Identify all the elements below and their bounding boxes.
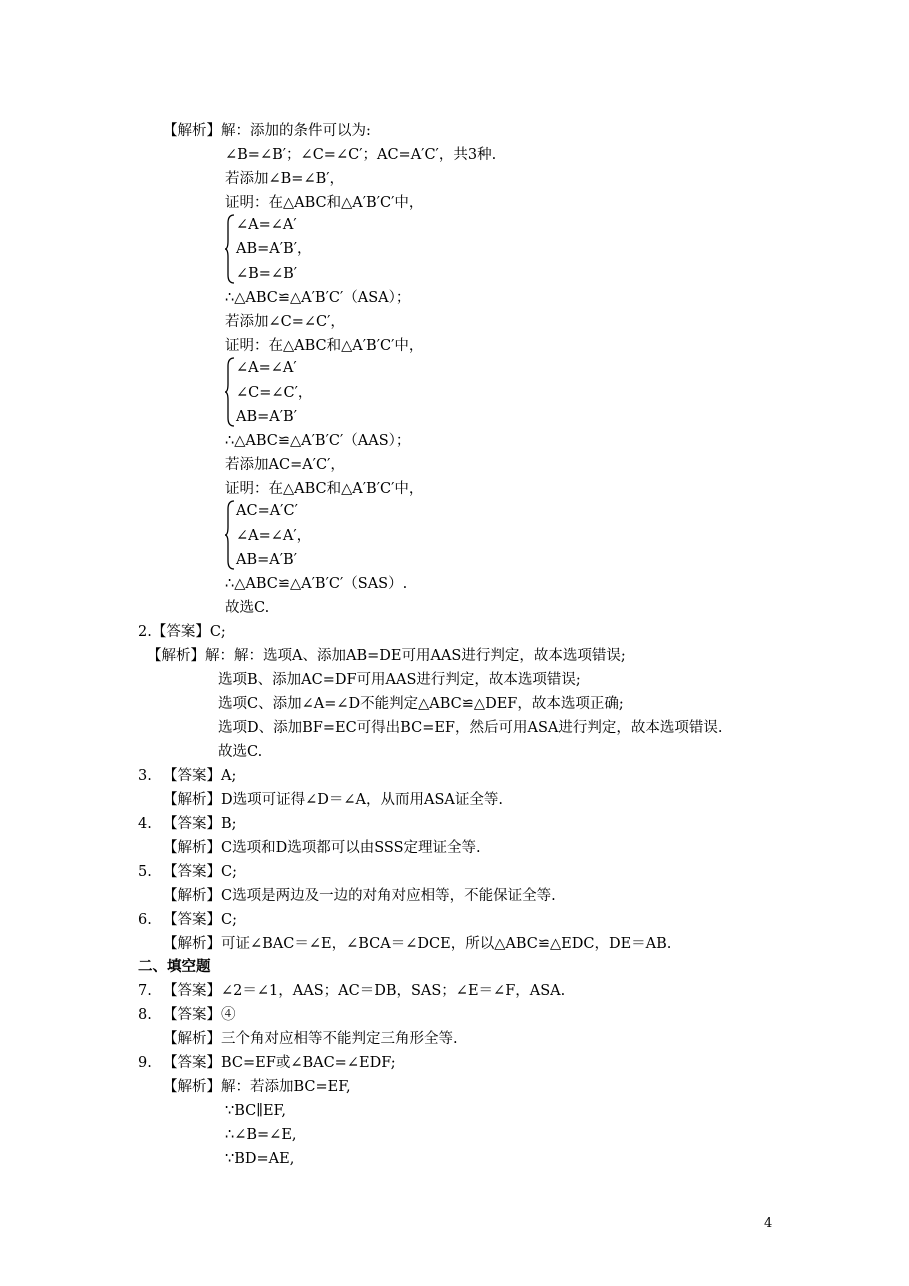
- analysis-2-head: 【解析】解：解：选项A、添加AB=DE可用AAS进行判定，故本选项错误;: [147, 648, 626, 664]
- question-number: 6.: [138, 912, 152, 928]
- analysis-9-line: ∴∠B=∠E,: [225, 1127, 297, 1143]
- question-number: 4.: [138, 816, 152, 832]
- analysis-3: 【解析】D选项可证得∠D＝∠A，从而用ASA证全等.: [163, 792, 504, 808]
- analysis-1-line: 证明：在△ABC和△A′B′C′中，: [225, 338, 424, 354]
- left-brace: [224, 500, 236, 570]
- analysis-1-line: 若添加∠C=∠C′，: [225, 314, 345, 330]
- condition-line: ∠A=∠A′: [236, 360, 297, 376]
- answer-9: 【答案】BC=EF或∠BAC=∠EDF;: [163, 1055, 396, 1071]
- answer-2: 2.【答案】C;: [138, 624, 226, 640]
- analysis-4: 【解析】C选项和D选项都可以由SSS定理证全等.: [163, 840, 481, 856]
- condition-line: ∠B=∠B′: [236, 266, 298, 282]
- analysis-2-line: 选项B、添加AC=DF可用AAS进行判定，故本选项错误;: [218, 672, 581, 688]
- condition-line: ∠A=∠A′，: [236, 528, 312, 544]
- condition-line: AB=A′B′，: [236, 241, 312, 257]
- analysis-1-line: 证明：在△ABC和△A′B′C′中，: [225, 195, 424, 211]
- left-brace: [224, 357, 236, 427]
- analysis-9-head: 【解析】解：若添加BC=EF,: [163, 1079, 351, 1095]
- answer-4: 【答案】B;: [163, 816, 237, 832]
- left-brace: [224, 214, 236, 284]
- analysis-1-line: 若添加∠B=∠B′，: [225, 171, 345, 187]
- condition-line: AB=A′B′: [236, 552, 297, 568]
- question-number: 8.: [138, 1007, 152, 1023]
- condition-line: ∠A=∠A′: [236, 217, 297, 233]
- answer-3: 【答案】A;: [163, 768, 237, 784]
- analysis-9-line: ∵BD=AE,: [225, 1151, 295, 1167]
- analysis-1-line: 若添加AC=A′C′，: [225, 457, 345, 473]
- analysis-6: 【解析】可证∠BAC＝∠E，∠BCA＝∠DCE，所以△ABC≌△EDC，DE＝AB.: [163, 936, 672, 952]
- analysis-1-line: ∴△ABC≌△A′B′C′（SAS）.: [225, 576, 408, 592]
- analysis-1-line: 故选C.: [225, 600, 270, 616]
- section-heading: 二、填空题: [138, 958, 211, 975]
- analysis-1-line: ∴△ABC≌△A′B′C′（ASA）；: [225, 290, 411, 306]
- analysis-2-line: 选项D、添加BF=EC可得出BC=EF，然后可用ASA进行判定，故本选项错误.: [218, 720, 723, 736]
- answer-8: 【答案】④: [163, 1007, 236, 1023]
- answer-5: 【答案】C;: [163, 864, 237, 880]
- question-number: 5.: [138, 864, 152, 880]
- answer-6: 【答案】C;: [163, 912, 237, 928]
- analysis-8: 【解析】三个角对应相等不能判定三角形全等.: [163, 1031, 458, 1047]
- analysis-2-line: 选项C、添加∠A=∠D不能判定△ABC≌△DEF，故本选项正确;: [218, 696, 624, 712]
- answer-7: 【答案】∠2＝∠1，AAS；AC＝DB，SAS；∠E＝∠F，ASA.: [163, 983, 566, 999]
- analysis-1-line: ∴△ABC≌△A′B′C′（AAS）；: [225, 433, 411, 449]
- condition-line: AB=A′B′: [236, 409, 297, 425]
- analysis-1-head: 【解析】解：添加的条件可以为:: [163, 123, 371, 139]
- question-number: 3.: [138, 768, 152, 784]
- analysis-1-line: ∠B=∠B′；∠C=∠C′；AC=A′C′，共3种.: [225, 147, 497, 163]
- page-number: 4: [764, 1216, 773, 1231]
- analysis-5: 【解析】C选项是两边及一边的对角对应相等，不能保证全等.: [163, 888, 556, 904]
- question-number: 9.: [138, 1055, 152, 1071]
- analysis-1-line: 证明：在△ABC和△A′B′C′中，: [225, 481, 424, 497]
- condition-line: AC=A′C′: [236, 503, 298, 519]
- question-number: 7.: [138, 983, 152, 999]
- analysis-9-line: ∵BC∥EF,: [225, 1103, 286, 1119]
- analysis-2-line: 故选C.: [218, 744, 263, 760]
- condition-line: ∠C=∠C′，: [236, 385, 313, 401]
